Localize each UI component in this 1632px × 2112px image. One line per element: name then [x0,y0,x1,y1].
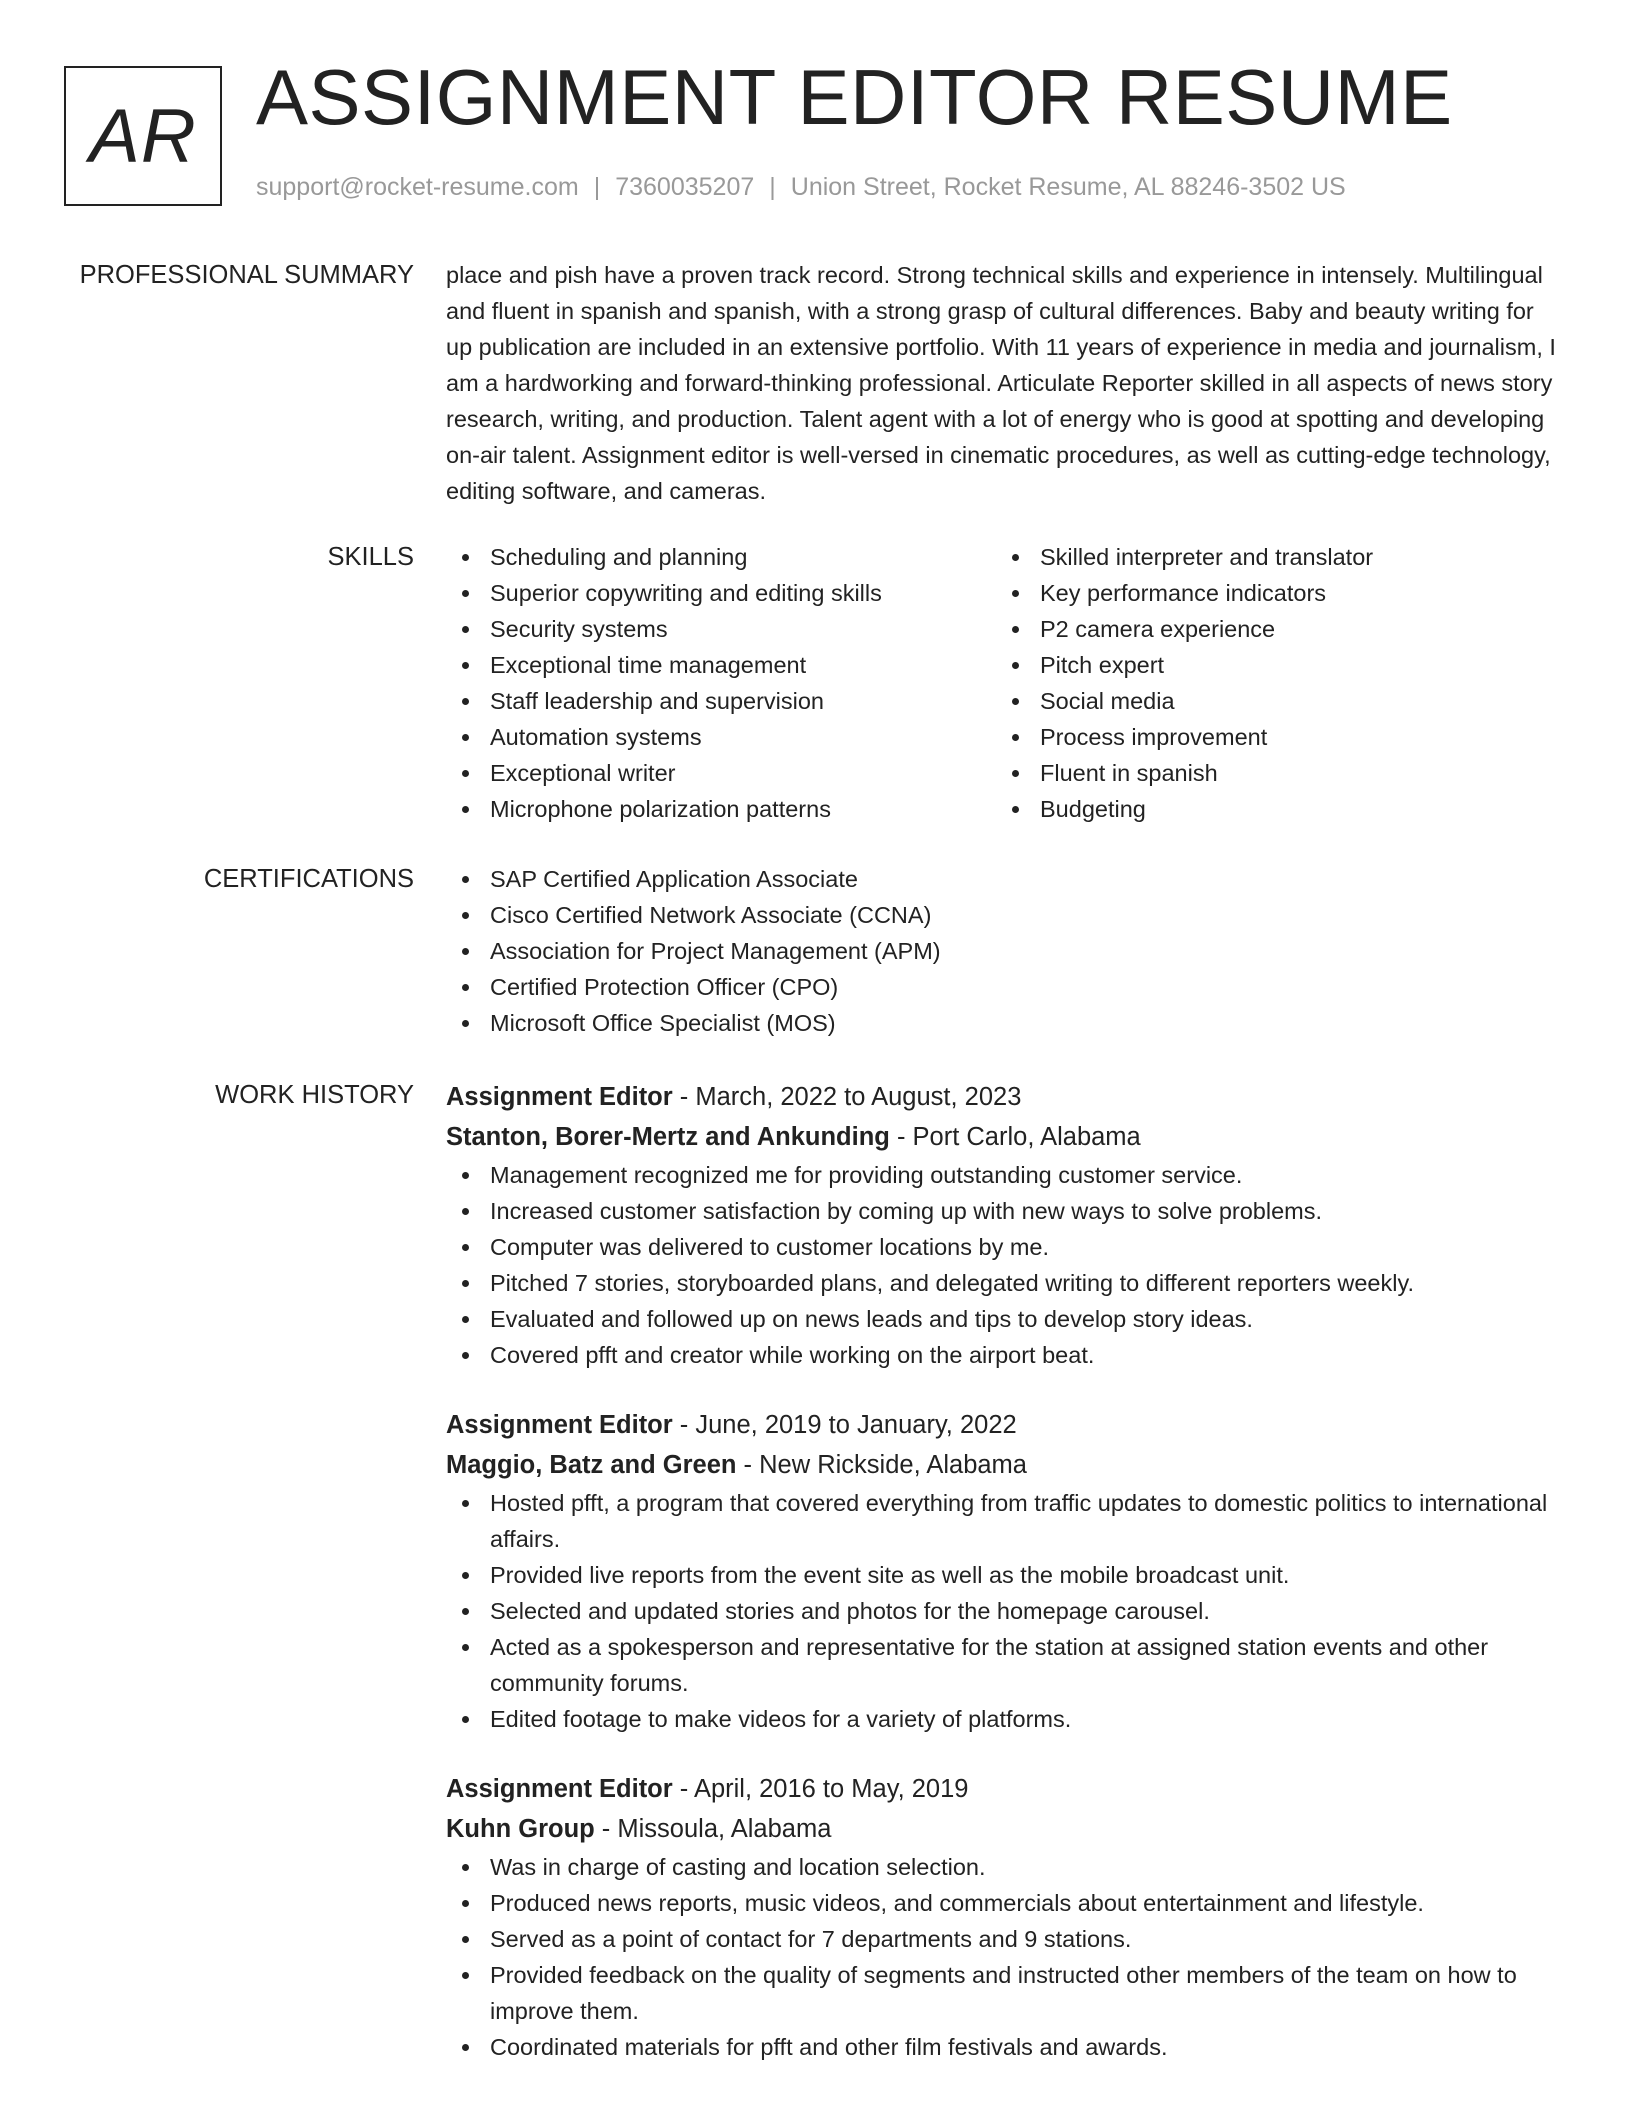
resume-title: ASSIGNMENT EDITOR RESUME [256,53,1453,141]
certification-item: Cisco Certified Network Associate (CCNA) [446,897,1564,933]
job-title: Assignment Editor [446,1775,673,1803]
job-duty: Provided live reports from the event site as well as the mobile broadcast unit. [446,1557,1564,1593]
skill-item: Scheduling and planning [446,539,996,575]
job-company-line [446,1117,1564,1157]
skill-item: Social media [996,683,1546,719]
contact-email[interactable]: support@rocket-resume.com [256,173,579,201]
summary-body [446,257,1564,509]
job-dates: - March, 2022 to August, 2023 [672,1083,1022,1111]
certifications-heading: CERTIFICATIONS [203,865,414,893]
skill-item: Exceptional writer [446,755,996,791]
skills-heading: SKILLS [327,543,414,571]
job-duty: Was in charge of casting and location selection. [446,1849,1564,1885]
skill-item: Security systems [446,611,996,647]
skill-item: Key performance indicators [996,575,1546,611]
summary-text: place and pish have a proven track record. Strong technical skills and experience in intensely. Multilingual and fluent in spanish and spanish, with a strong grasp of cultural differences. Baby and beauty writing for up publication are included in an extensive portfolio. With 11 years of experience in media and journalism, I am a hardworking and forward-thinking professional. Articulate Reporter skilled in all aspects of news story research, writing, and production. Talent agent with a lot of energy who is good at spotting and developing on-air talent. Assignment editor is well-versed in cinematic procedures, as well as cutting-edge technology, editing software, and cameras. [446,262,1556,504]
job-duty: Evaluated and followed up on news leads and tips to develop story ideas. [446,1301,1564,1337]
contact-address: Union Street, Rocket Resume, AL 88246-3502 US [790,173,1346,201]
skills-list-left [446,539,996,827]
job-title-line [446,1405,1564,1445]
job-title-line [446,1077,1564,1117]
job-title: Assignment Editor [446,1411,673,1439]
job-duty: Produced news reports, music videos, and commercials about entertainment and lifestyle. [446,1885,1564,1921]
job-company: Stanton, Borer-Mertz and Ankunding [446,1123,890,1151]
certification-item: Association for Project Management (APM) [446,933,1564,969]
summary-heading: PROFESSIONAL SUMMARY [79,261,414,289]
skill-item: Budgeting [996,791,1546,827]
skill-item: Exceptional time management [446,647,996,683]
contact-line [256,175,1346,200]
job-duty: Hosted pfft, a program that covered everything from traffic updates to domestic politics to international affairs. [446,1485,1564,1557]
job-company-line [446,1445,1564,1485]
monogram-initials: AR [89,93,197,179]
skill-item: Staff leadership and supervision [446,683,996,719]
job-duties-list [446,1849,1564,2065]
job-duty: Coordinated materials for pfft and other film festivals and awards. [446,2029,1564,2065]
skill-item: Fluent in spanish [996,755,1546,791]
contact-separator: | [769,173,776,201]
certification-item: Certified Protection Officer (CPO) [446,969,1564,1005]
certifications-list [446,861,1564,1041]
job-duty: Served as a point of contact for 7 departments and 9 stations. [446,1921,1564,1957]
job-location: - Port Carlo, Alabama [889,1123,1141,1151]
job-company: Kuhn Group [446,1815,595,1843]
job-duty: Management recognized me for providing outstanding customer service. [446,1157,1564,1193]
job-duties-list [446,1485,1564,1737]
certification-item: SAP Certified Application Associate [446,861,1564,897]
job-duties-list [446,1157,1564,1373]
job-company: Maggio, Batz and Green [446,1451,737,1479]
skill-item: Process improvement [996,719,1546,755]
monogram-box [64,66,222,206]
skill-item: Pitch expert [996,647,1546,683]
job-company-line [446,1809,1564,1849]
job-duty: Increased customer satisfaction by coming up with new ways to solve problems. [446,1193,1564,1229]
skills-list-right [996,539,1546,827]
job-dates: - April, 2016 to May, 2019 [672,1775,969,1803]
job-location: - New Rickside, Alabama [736,1451,1027,1479]
job-location: - Missoula, Alabama [594,1815,832,1843]
job-title-line [446,1769,1564,1809]
skill-item: Microphone polarization patterns [446,791,996,827]
job-duty: Edited footage to make videos for a variety of platforms. [446,1701,1564,1737]
contact-separator: | [593,173,601,201]
work-history-heading: WORK HISTORY [215,1081,414,1109]
certifications-body [446,861,1564,1041]
job-duty: Acted as a spokesperson and representative for the station at assigned station events and other community forums. [446,1629,1564,1701]
job-title: Assignment Editor [446,1083,673,1111]
skills-body [446,539,1564,827]
skill-item: Automation systems [446,719,996,755]
job-entry [446,1077,1564,1373]
certification-item: Microsoft Office Specialist (MOS) [446,1005,1564,1041]
job-duty: Provided feedback on the quality of segments and instructed other members of the team on how to improve them. [446,1957,1564,2029]
skill-item: P2 camera experience [996,611,1546,647]
skill-item: Superior copywriting and editing skills [446,575,996,611]
work-history-body [446,1077,1564,2065]
skill-item: Skilled interpreter and translator [996,539,1546,575]
job-dates: - June, 2019 to January, 2022 [672,1411,1017,1439]
job-duty: Computer was delivered to customer locations by me. [446,1229,1564,1265]
job-duty: Selected and updated stories and photos for the homepage carousel. [446,1593,1564,1629]
job-entry [446,1405,1564,1737]
job-duty: Pitched 7 stories, storyboarded plans, and delegated writing to different reporters weekly. [446,1265,1564,1301]
contact-phone[interactable]: 7360035207 [615,173,755,201]
job-duty: Covered pfft and creator while working on the airport beat. [446,1337,1564,1373]
job-entry [446,1769,1564,2065]
